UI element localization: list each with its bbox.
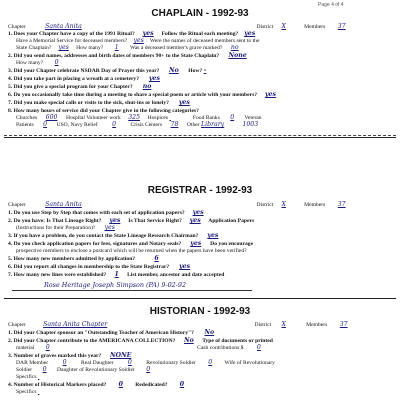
district-label: District xyxy=(254,322,272,328)
registrar-q4-line2 xyxy=(8,248,400,254)
registrar-q2a-answer: yes xyxy=(109,217,121,224)
chaplain-q1e: State Chaplain? xyxy=(16,45,52,51)
chaplain-q1a: 1. Does your Chapter have a copy of the 1991 Ritual? xyxy=(8,31,135,37)
chaplain-q1c-answer: yes xyxy=(133,37,144,44)
historian-q4-line1 xyxy=(8,382,394,388)
chaplain-q4-text: 4. Did you take part in placing a wreath at a cemetery? xyxy=(8,76,140,82)
registrar-q4a: 4. Do you check application papers for fees, signatures and Notary seals? xyxy=(8,241,182,247)
q8-other-label: Other xyxy=(186,122,200,128)
historian-q3h: Specifics xyxy=(16,374,37,380)
registrar-q7b: List member, ancestor and date accepted xyxy=(127,272,225,278)
registrar-q7 xyxy=(8,272,394,278)
members-label: Members xyxy=(306,322,328,328)
historian-q2-line1 xyxy=(8,338,394,344)
registrar-q2a: 2. Do you have: Is That Lineage Right? xyxy=(8,218,102,224)
historian-q4b: Rededicated? xyxy=(135,382,168,388)
chaplain-title: CHAPLAIN - 1992-93 xyxy=(151,8,249,19)
chaplain-q3-answer: No xyxy=(168,67,179,74)
historian-q3a-answer: NONE xyxy=(109,352,132,359)
historian-q3d-answer: 0 xyxy=(208,359,213,366)
historian-q3b-answer: 0 xyxy=(62,359,67,366)
historian-q3a: 3. Number of graves marked this year? xyxy=(8,353,102,359)
q8-hospices-label: Hospices xyxy=(147,115,169,121)
chapter-label: Chapter xyxy=(8,322,26,328)
q8-crisis-label: Crisis Centers xyxy=(130,122,163,128)
chaplain-q1g: Was a deceased member's grave marked? xyxy=(129,45,223,51)
chaplain-q1f-answer: 1 xyxy=(114,44,119,51)
chaplain-q3-text: 3. Did your Chapter celebrate NSDAR Day of Prayer this year? xyxy=(8,68,160,74)
chaplain-q1a-answer: yes xyxy=(142,30,154,37)
members-value: 37 xyxy=(337,201,346,208)
historian-q3f: Soldier xyxy=(16,367,33,373)
chaplain-q4-answer: yes xyxy=(148,75,160,82)
chapter-label: Chapter xyxy=(8,202,26,208)
district-label: District xyxy=(256,24,274,30)
chaplain-q1b: Follow the Ritual each meeting? xyxy=(161,31,239,37)
registrar-q2d-answer: yes xyxy=(104,224,115,231)
chaplain-q7-text: 7. Did you make special calls or visits to the sick, shut-ins or lonely? xyxy=(8,100,169,106)
chaplain-q5 xyxy=(8,84,394,90)
historian-q2-line2 xyxy=(8,345,400,351)
q8-total-value: 1003 xyxy=(242,121,259,128)
chaplain-q1d: Were the names of deceased members sent to the xyxy=(149,38,260,44)
chapter-value: Santa Anita Chapter xyxy=(43,321,108,328)
chaplain-q5-answer: no xyxy=(142,83,152,90)
registrar-q2b: Is That Service Right? xyxy=(128,218,182,224)
q8-other-value: Library xyxy=(201,121,225,128)
registrar-q4b: Do you encourage xyxy=(210,241,254,247)
chaplain-q5-text: 5. Did you give a special program for your Chapter? xyxy=(8,84,133,90)
q8-food-value: 0 xyxy=(230,114,235,121)
historian-q4b-answer: 0 xyxy=(179,381,185,388)
registrar-q4-line1 xyxy=(8,241,394,247)
members-label: Members xyxy=(304,24,326,30)
district-label: District xyxy=(256,202,274,208)
q8-uso-label: USO, Navy Relief xyxy=(56,122,98,128)
chaplain-q4 xyxy=(8,76,394,82)
historian-q4c-blank xyxy=(38,389,358,395)
q8-churches-label: Churches xyxy=(16,115,38,121)
registrar-q5-answer: 6 xyxy=(154,255,159,262)
chaplain-q7-answer: yes xyxy=(178,99,190,106)
historian-q3-line4 xyxy=(8,374,400,380)
registrar-q5 xyxy=(8,256,394,262)
historian-q1 xyxy=(8,330,394,336)
historian-q3g-answer: 0 xyxy=(146,366,151,373)
historian-q3g: Daughter of Revolutionary Soldier xyxy=(56,367,135,373)
registrar-q6-answer: yes xyxy=(179,263,191,270)
members-value: 37 xyxy=(339,321,348,328)
q8-uso-value: 0 xyxy=(112,121,117,128)
historian-q2c: material xyxy=(16,345,35,351)
district-value: X xyxy=(281,23,286,30)
registrar-title: REGISTRAR - 1992-93 xyxy=(147,185,253,196)
historian-q2a: 2. Did your Chapter contribute to the AMERICANA COLLECTION? xyxy=(8,338,176,344)
historian-q1-text: 1. Did your Chapter sponsor an "Outstanding Teacher of American History"? xyxy=(8,330,194,336)
chaplain-q2b: How many? xyxy=(16,60,44,66)
chaplain-q7 xyxy=(8,100,394,106)
registrar-q7-text: 7. How many new lines were established? xyxy=(8,272,107,278)
historian-q4-line2 xyxy=(8,389,400,395)
historian-q1-answer: No xyxy=(204,329,215,336)
chapter-label: Chapter xyxy=(8,24,26,30)
historian-header-row xyxy=(8,322,394,328)
q8-food-label: Food Banks xyxy=(192,115,220,121)
registrar-q2-line2 xyxy=(8,225,400,231)
chaplain-q6-answer: yes xyxy=(264,91,276,98)
historian-q3e: Wife of Revolutionary xyxy=(224,360,275,366)
q8-hospital-label: Hospital Volunteer work xyxy=(65,115,121,121)
historian-q3-line2 xyxy=(8,360,400,366)
historian-q3h-blank xyxy=(38,374,358,380)
chaplain-q1f: How many? xyxy=(76,45,104,51)
q8-veteran-label: Veteran xyxy=(244,115,262,121)
chapter-value: Santa Anita xyxy=(45,201,82,208)
entry-underline xyxy=(12,290,252,291)
historian-q4a-answer: 0 xyxy=(118,381,123,388)
historian-q3d: Revolutionary Soldier xyxy=(146,360,196,366)
page-number: Page 4 of 4 xyxy=(318,2,344,8)
q8-hospital-value: 325 xyxy=(128,114,141,121)
historian-q3c: Real Daughter xyxy=(80,360,114,366)
registrar-q2c: Application Papers xyxy=(208,218,255,224)
historian-q4c: Specifics xyxy=(16,389,37,395)
chaplain-q1c: Have a Memorial Service for deceased members? xyxy=(16,38,128,44)
registrar-q1-text: 1. Do you use Step by Step that comes with each set of application papers? xyxy=(8,210,185,216)
chaplain-header-row xyxy=(8,24,394,30)
chaplain-q6 xyxy=(8,92,394,98)
historian-q2b: Type of documents or printed xyxy=(202,338,273,344)
chaplain-q3b-answer: - xyxy=(203,67,207,74)
historian-q2c-answer: 0 xyxy=(45,344,50,351)
chaplain-q1-line1 xyxy=(8,31,394,37)
chaplain-q2b-answer: 0 xyxy=(54,59,59,66)
chaplain-q2-line1 xyxy=(8,53,394,59)
registrar-q2d: (Instructions for their Preparation)? xyxy=(16,225,96,231)
section-divider xyxy=(4,137,396,138)
registrar-q3 xyxy=(8,233,394,239)
members-label: Members xyxy=(304,202,326,208)
registrar-q6-text: 6. Did you report all changes in membership to the State Registrar? xyxy=(8,264,170,270)
q8-churches-value: 600 xyxy=(45,114,58,121)
registrar-q3-answer: yes xyxy=(207,232,219,239)
chaplain-q2a-answer: None xyxy=(228,52,247,59)
section-divider xyxy=(4,298,396,299)
registrar-q2b-answer: yes xyxy=(189,217,201,224)
chaplain-q2-line2 xyxy=(8,60,400,66)
chaplain-q8 xyxy=(8,108,394,114)
q8-patients-value: 0 xyxy=(43,121,48,128)
historian-q3c-answer: 0 xyxy=(127,359,132,366)
historian-q3f-answer: 0 xyxy=(42,366,47,373)
historian-q3b: DAR Member xyxy=(16,360,49,366)
historian-q2d-answer: 0 xyxy=(256,344,261,351)
q8-crisis-value: 78 xyxy=(170,121,179,128)
district-value: X xyxy=(281,321,286,328)
chaplain-q2a: 2. Did you send names, addresses and birth dates of members 90+ to the State Chaplain? xyxy=(8,53,220,59)
historian-q4a: 4. Number of Historical Markers placed? xyxy=(8,382,107,388)
registrar-header-row xyxy=(8,202,394,208)
district-value: X xyxy=(281,201,286,208)
registrar-q1 xyxy=(8,210,394,216)
chapter-value: Santa Anita xyxy=(45,23,82,30)
historian-q2a-answer: No xyxy=(183,337,194,344)
chaplain-q1-line3 xyxy=(8,45,400,51)
chaplain-q6-text: 6. Do you occasionally take time during a meeting to share a special poem or article with your members? xyxy=(8,92,258,98)
registrar-lineage-entry: Rose Heritage Joseph Simpson (PA) 9-02-92 xyxy=(44,281,187,289)
registrar-q4c: prospective members to enclose a postcard which will be returned when the papers have been verified? xyxy=(16,248,247,254)
registrar-q7-answer: 1 xyxy=(114,271,119,278)
chaplain-q1b-answer: yes xyxy=(244,30,256,37)
registrar-q2-line1 xyxy=(8,218,394,224)
members-value: 37 xyxy=(337,23,346,30)
registrar-q4a-answer: yes xyxy=(190,240,202,247)
q8-patients-label: Patients xyxy=(16,122,34,128)
chaplain-q3 xyxy=(8,68,394,74)
chaplain-q8-row2 xyxy=(8,122,400,128)
registrar-q3-text: 3. If you have a problem, do you contact the State Lineage Research Chairman? xyxy=(8,233,199,239)
historian-q3-line3 xyxy=(8,367,400,373)
registrar-q6 xyxy=(8,264,394,270)
chaplain-q3b: How? xyxy=(188,68,203,74)
chaplain-q1e-answer: yes xyxy=(58,44,69,51)
chaplain-q8-text: 8. How many hours of service did your Chapter give in the following categories? xyxy=(8,108,199,114)
registrar-q1-answer: yes xyxy=(192,209,204,216)
historian-q2d: Cash contributions $ xyxy=(197,345,244,351)
chaplain-q1g-answer: no xyxy=(230,44,239,51)
registrar-q5-text: 5. How many new members admitted by application? xyxy=(8,256,136,262)
historian-title: HISTORIAN - 1992-93 xyxy=(149,306,251,317)
section-divider xyxy=(4,135,396,136)
